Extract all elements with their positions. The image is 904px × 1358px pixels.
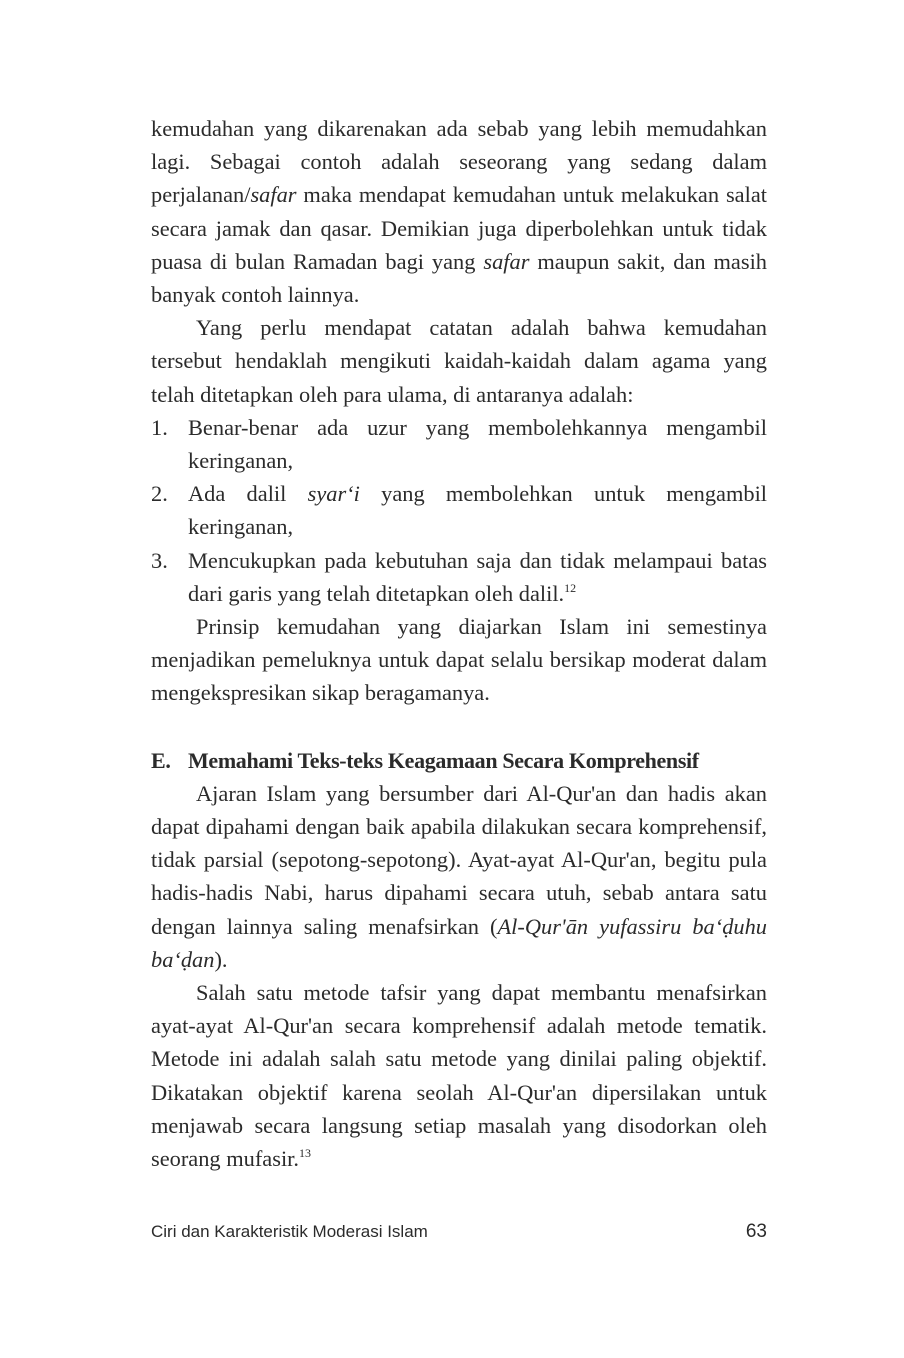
- paragraph-text: ).: [214, 946, 228, 972]
- page-number: 63: [745, 1221, 767, 1242]
- italic-term: syar‘i: [307, 481, 360, 507]
- list-number: 1.: [151, 414, 168, 440]
- paragraph-text: kemudahan yang dikarenakan ada sebab yang lebih memudahkan lagi. Sebagai contoh adalah seseorang yang sedang dalam perjalanan/: [151, 116, 767, 208]
- paragraph-text: maupun sakit, dan masih banyak contoh lainnya.: [151, 248, 767, 308]
- list-item: [151, 544, 767, 610]
- italic-term: safar: [483, 248, 530, 274]
- list-item-text: Ada dalil: [188, 481, 308, 507]
- section-heading: [151, 744, 767, 777]
- paragraph-thematic-method: [151, 976, 767, 1175]
- page-footer: [151, 1222, 767, 1248]
- footnote-marker[interactable]: 12: [564, 580, 577, 595]
- section-letter: E.: [151, 747, 171, 773]
- page-body: [151, 112, 767, 1175]
- list-item-text: Mencukupkan pada kebutuhan saja dan tidak melampaui batas dari garis yang telah ditetapkan oleh dalil.: [188, 547, 767, 606]
- running-title: Ciri dan Karakteristik Moderasi Islam: [151, 1222, 428, 1241]
- paragraph-continuation: [151, 112, 767, 311]
- list-item-text: Benar-benar ada uzur yang membolehkannya mengambil keringanan,: [188, 414, 767, 474]
- list-item: [151, 477, 767, 543]
- paragraph-text: Salah satu metode tafsir yang dapat membantu menafsirkan ayat-ayat Al-Qur'an secara komprehensif adalah metode tematik. Metode ini adalah salah satu metode yang dinilai paling objektif. Dikatakan objektif karena seolah Al-Qur'an dipersilakan untuk menjawab secara langsung setiap masalah yang disodorkan oleh seorang mufasir.: [151, 980, 767, 1172]
- rules-list: [151, 411, 767, 610]
- list-item-text: yang membolehkan untuk mengambil keringanan,: [188, 481, 768, 540]
- paragraph-rules-intro: Yang perlu mendapat catatan adalah bahwa kemudahan tersebut hendaklah mengikuti kaidah-kaidah dalam agama yang telah ditetapkan oleh para ulama, di antaranya adalah:: [151, 315, 767, 407]
- paragraph-text: Ajaran Islam yang bersumber dari Al-Qur'an dan hadis akan dapat dipahami dengan baik apabila dilakukan secara komprehensif, tidak parsial (sepotong-sepotong). Ayat-ayat Al-Qur'an, begitu pula hadis-hadis Nabi, harus dipahami secara utuh, sebab antara satu dengan lainnya saling menafsirkan (: [151, 780, 767, 939]
- footnote-marker[interactable]: 13: [299, 1146, 311, 1161]
- paragraph-comprehensive: [151, 777, 767, 976]
- list-number: 3.: [151, 547, 168, 573]
- paragraph-text: maka mendapat kemudahan untuk melakukan salat secara jamak dan qasar. Demikian juga diperbolehkan untuk tidak puasa di bulan Ramadan bagi yang: [151, 182, 767, 274]
- list-number: 2.: [151, 481, 168, 507]
- italic-term: Al-Qur'ān yufassiru ba‘ḍuhu ba‘ḍan: [151, 913, 767, 972]
- paragraph-moderate: Prinsip kemudahan yang diajarkan Islam ini semestinya menjadikan pemeluknya untuk dapat selalu bersikap moderat dalam mengekspresikan sikap beragamanya.: [151, 614, 767, 706]
- list-item: [151, 411, 767, 477]
- section-title: Memahami Teks-teks Keagamaan Secara Komprehensif: [188, 747, 699, 773]
- italic-term: safar: [250, 182, 297, 208]
